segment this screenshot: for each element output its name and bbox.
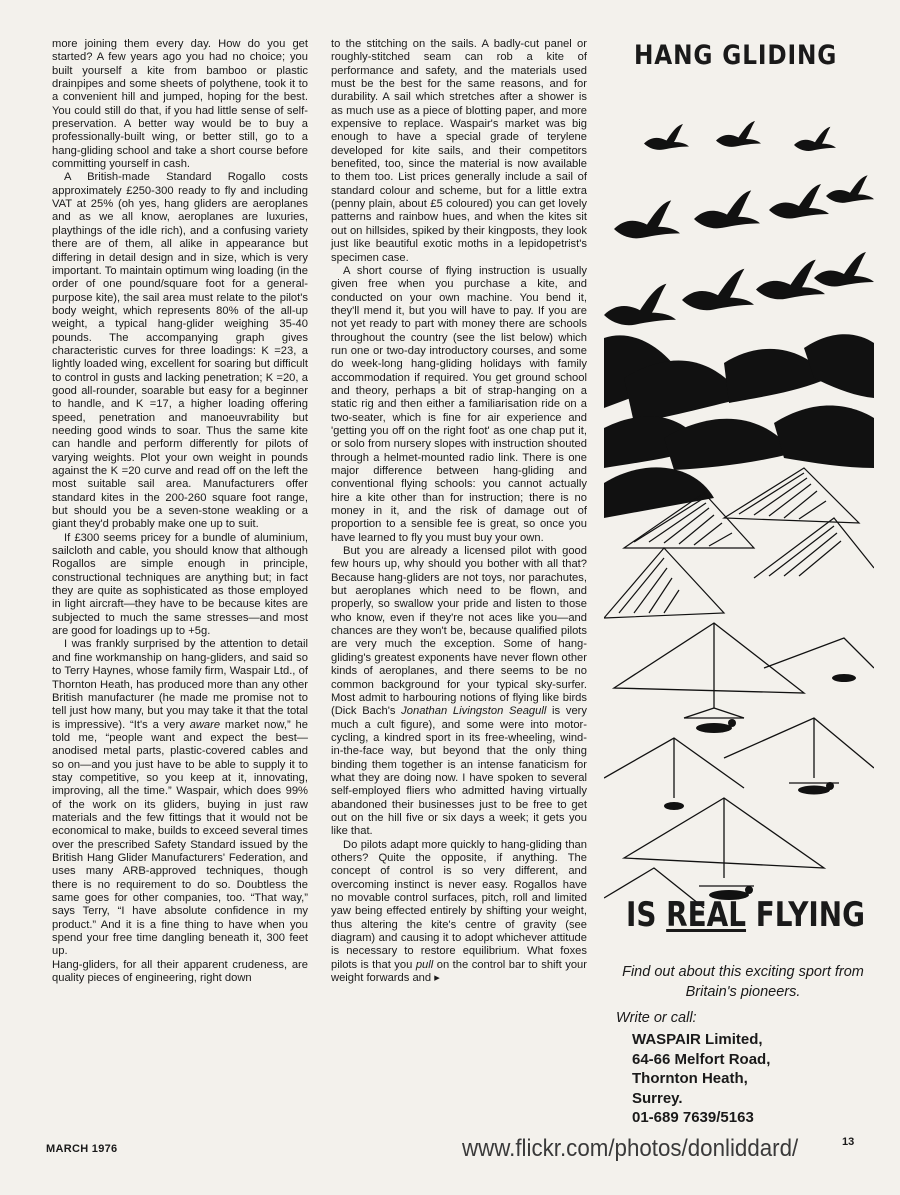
issue-date: MARCH 1976 bbox=[46, 1143, 118, 1155]
text-run: on the control bar to shift your weight forwards and ▸ bbox=[331, 958, 587, 985]
phone-number: 01-689 7639/5163 bbox=[632, 1109, 754, 1126]
ad-address bbox=[632, 1030, 770, 1128]
text-run: is very much a cult figure), and some were into motor-cycling, a kindred sport in its free-wheeling, wind-in-the-face way, but beyond that the only thing binding them together is an intense fanaticism for what they are doing now. I have spoken to several self-employed fliers who admitted having virtually abandoned their businesses just to be free to get out on the hill five or six days a week; it gets you like that. bbox=[331, 705, 587, 838]
headline-part: FLYING bbox=[746, 895, 865, 935]
paragraph bbox=[331, 839, 587, 986]
paragraph: more joining them every day. How do you get started? A few years ago you had no choice; you built yourself a kite from bamboo or plastic drainpipes and some sheets of polythene, took it to a convenient hill and jumped, hoping for the best. You could still do that, if you had little sense of self-preservation. A better way would be to buy a professionally-built wing, or better still, go to a hang-gliding school and take a short course before committing yourself in cash. bbox=[52, 38, 308, 171]
paragraph bbox=[331, 545, 587, 839]
watermark: www.flickr.com/photos/donliddard/ bbox=[462, 1135, 799, 1162]
waspair-advertisement bbox=[604, 30, 874, 1140]
text-run: But you are already a licensed pilot with good few hours up, why should you bother with all that? Because hang-gliders are not toys, nor parachutes, but aeroplanes which need to be flown, and properly, so swallow your pride and listen to those who know, even if they're not aces like you—and chances are they won't be, because qualified pilots are very much the exception. Some of hang-gliding's greatest exponents have never flown other kinds of aeroplanes, and there seems to be no common background for your typical sky-surfer. Most admit to harbouring notions of flying like birds (Dick Bach's bbox=[331, 545, 587, 718]
text-run: market now,” he told me, “people want and expect the best—anodised metal parts, plastic-covered cables and so on—and you just have to be able to supply it to stay competitive, so you keep at it, innovating, improving, all the time.” Waspair, which does 99% of the work on its gliders, buying in just raw materials and the few fittings that it would not be economical to make, builds to exceed several times over the prescribed Safety Standard issued by the British Hang Glider Manufacturers' Federation, and uses many ARB-approved techniques, though there is no requirement to do so. Doubtless the same goes for other companies, too. “That way,” says Terry, “I have absolute confidence in my product.” And it is a fine thing to have when you spend your free time dangling beneath it, 300 feet up. bbox=[52, 718, 308, 958]
page-number: 13 bbox=[842, 1136, 855, 1148]
ad-title: HANG GLIDING bbox=[634, 40, 838, 71]
emphasis: pull bbox=[415, 958, 434, 971]
paragraph: If £300 seems pricey for a bundle of aluminium, sailcloth and cable, you should know that although Rogallos are simple enough in principle, constructional techniques are anything but; in fact they are quite as sophisticated as those employed in light aircraft—they have to be because kites are subjected to much the same stresses—and most are good for loadings up to +5g. bbox=[52, 531, 308, 638]
paragraph: A British-made Standard Rogallo costs approximately £250-300 ready to fly and including VAT at 25% (oh yes, hang gliders are aeroplanes and as we all know, aeroplanes are luxuries, playthings of the idle rich), and a confusing variety there are of them, all alike in appearance but differing in detail design and in size, which is very important. To maintain optimum wing loading (in the order of one pound/square foot for a general-purpose kite), the sail area must relate to the pilot's body weight, which represents 80% of the all-up weight, a typical hang-glider weighing 35-40 pounds. The accompanying graph gives characteristic curves for three loadings: K =23, a lightly loaded wing, excellent for soaring but difficult to control in gusts and lacking penetration; K =20, a good all-rounder, soarable but easy for a beginner to handle, and K =17, a higher loading offering speed, penetration and manoeuvrability but needing good winds to soar. Thus the same kite can handle and perform differently for pilots of varying weights. Plot your own weight in pounds against the K =20 curve and read off on the left the most suitable sail area. Manufacturers offer standard kites in the 200-260 square foot range, but should you be a seven-stone weakling or a giant they'd probably make one up to suit. bbox=[52, 171, 308, 531]
headline-part: IS bbox=[626, 895, 667, 935]
text-run: I was frankly surprised by the attention to detail and fine workmanship on hang-gliders, and said so to Terry Haynes, whose family firm, Waspair Ltd., of Thornton Heath, has produced more than any other British manufacturer (he made me promise not to tell just how many, but you may take it that the total is impressive). “It's a very bbox=[52, 638, 308, 731]
article-column-left bbox=[52, 38, 308, 985]
address-line: Thornton Heath, bbox=[632, 1070, 748, 1087]
address-line: Surrey. bbox=[632, 1089, 683, 1107]
birds-to-hang-gliders-illustration bbox=[604, 78, 874, 918]
emphasis: aware bbox=[189, 718, 221, 731]
article-column-middle bbox=[331, 38, 587, 985]
ad-write-label: Write or call: bbox=[616, 1010, 697, 1026]
address-line: 64-66 Melfort Road, bbox=[632, 1050, 771, 1068]
text-run: Do pilots adapt more quickly to hang-gliding than others? Quite the opposite, if anything. The concept of control is so very different, and overcoming instinct is never easy. Rogallos have no movable control surfaces, pitch, roll and limited yaw being effected entirely by shifting your weight, thus altering the kite's centre of gravity (see diagram) and causing it to adopt whichever attitude is necessary to restore equilibrium. What foxes pilots is that you bbox=[331, 838, 587, 971]
ad-tagline: Find out about this exciting sport from Britain's pioneers. bbox=[622, 964, 864, 1000]
ad-headline bbox=[626, 895, 865, 935]
emphasis: Jonathan Livingston Seagull bbox=[401, 705, 547, 718]
paragraph bbox=[52, 638, 308, 958]
paragraph: A short course of flying instruction is usually given free when you purchase a kite, and conducted on your own machine. You bend it, they'll mend it, but you will have to pay. If you are not yet ready to part with money there are schools throughout the country (see the list below) which run one or two-day introductory courses, and some do week-long hang-gliding holidays with family accommodation if required. You get ground school and theory, perhaps a bit of strap-hanging on a static rig and then either a familiarisation ride on a two-seater, which is fine for air experience and 'getting you off on the right foot' as one chap put it, or solo from nursery slopes with instruction shouted through a helmet-mounted radio link. There is one major difference between hang-gliding and conventional flying schools: you cannot actually hire a kite other than for instruction; there is no money in it, and the risk of damage out of proportion to a sensible fee is great, so once you have learned to fly you must buy your own. bbox=[331, 264, 587, 544]
paragraph: to the stitching on the sails. A badly-cut panel or roughly-stitched seam can rob a kite of performance and safety, and the materials used must be the best for the same reasons, and for durability. A sail which stretches after a shower is as much use as a piece of blotting paper, and more expensive to replace. Waspair's market was big enough to have a special grade of terylene developed for kite sails, and their competitors benefited, too, since the material is now available to them too. List prices generally include a sail of standard colour and scheme, but for a little extra (penny plain, about £5 coloured) you can get lovely patterns and rainbow hues, and when the kites sit out on hillsides, spiked by their kingposts, they look just like beautiful exotic moths in a lepidopetrist's specimen case. bbox=[331, 38, 587, 264]
paragraph: Hang-gliders, for all their apparent crudeness, are quality pieces of engineering, right down bbox=[52, 958, 308, 985]
headline-underlined: REAL bbox=[666, 895, 747, 935]
address-line: WASPAIR Limited, bbox=[632, 1031, 763, 1048]
